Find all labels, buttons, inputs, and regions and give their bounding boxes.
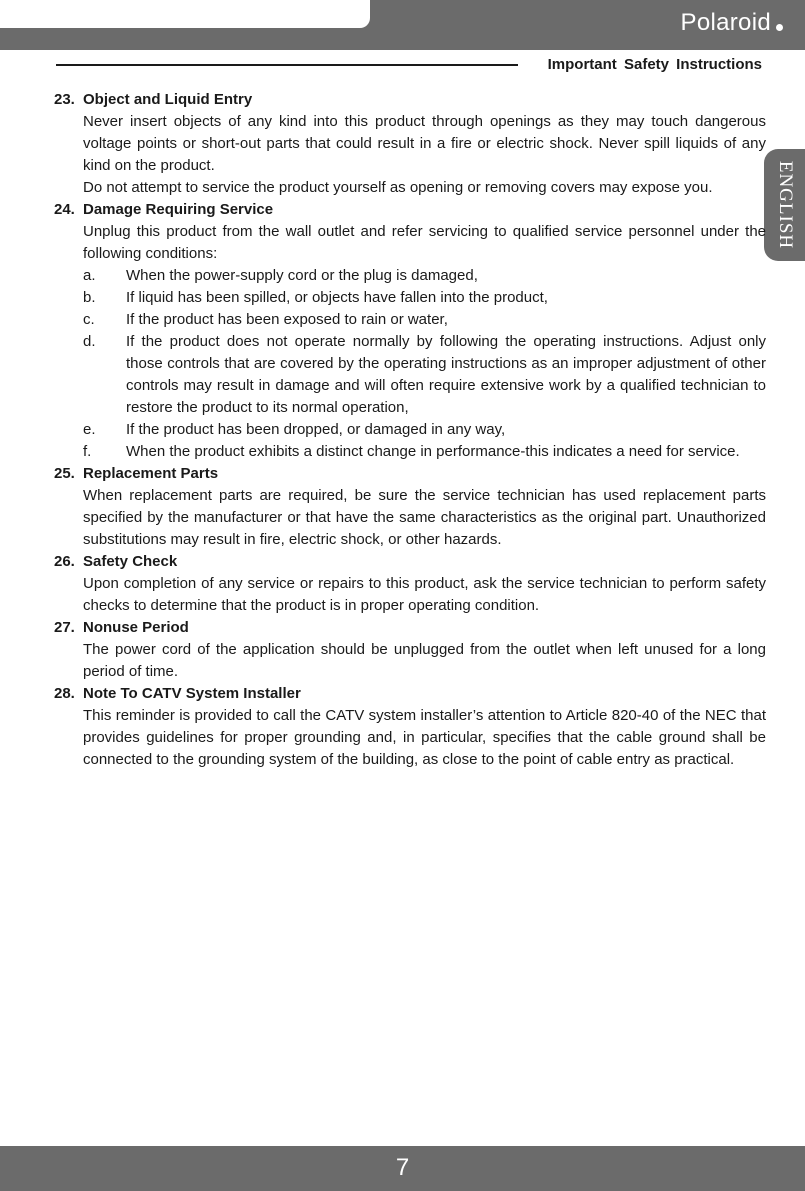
sub-item-text: If the product has been exposed to rain or water,	[126, 311, 448, 328]
language-tab-label: ENGLISH	[774, 160, 796, 250]
instruction-item-26	[54, 551, 766, 617]
sub-item-letter: e.	[83, 421, 96, 438]
instruction-item-24	[54, 199, 766, 463]
item-heading	[54, 551, 766, 573]
item-paragraph: Unplug this product from the wall outlet and refer servicing to qualified service personnel under the following conditions:	[83, 223, 766, 262]
item-heading	[54, 89, 766, 111]
sub-item-letter: b.	[83, 289, 96, 306]
sub-item-letter: d.	[83, 333, 96, 350]
item-heading	[54, 617, 766, 639]
item-heading	[54, 683, 766, 705]
item-paragraph: Do not attempt to service the product yourself as opening or removing covers may expose you.	[83, 179, 713, 196]
sub-item	[54, 441, 766, 463]
sub-item-letter: c.	[83, 311, 95, 328]
item-number: 27.	[54, 619, 75, 636]
sub-item-letter: f.	[83, 443, 92, 460]
sub-item-text: If liquid has been spilled, or objects have fallen into the product,	[126, 289, 548, 306]
instruction-item-23	[54, 89, 766, 199]
item-number: 26.	[54, 553, 75, 570]
item-number: 23.	[54, 91, 75, 108]
item-heading	[54, 199, 766, 221]
item-paragraph: Upon completion of any service or repairs to this product, ask the service technician to perform safety checks to determine that the product is in proper operating condition.	[83, 575, 766, 614]
sub-item	[54, 287, 766, 309]
sub-item-text: If the product does not operate normally by following the operating instructions. Adjust only those controls that are covered by the operating instructions as an improper adjustment of other controls may result in damage and will often require extensive work by a qualified technician to restore the product to its normal operation,	[126, 333, 766, 416]
instructions-list	[54, 89, 766, 771]
header-divider	[56, 64, 518, 66]
item-title: Nonuse Period	[83, 619, 189, 636]
item-title: Note To CATV System Installer	[83, 685, 301, 702]
sub-item-letter: a.	[83, 267, 96, 284]
sub-item	[54, 331, 766, 419]
item-number: 25.	[54, 465, 75, 482]
instruction-item-25	[54, 463, 766, 551]
item-paragraph: Never insert objects of any kind into this product through openings as they may touch dangerous voltage points or short-out parts that could result in a fire or electric shock. Never spill liquids of any kind on the product.	[83, 113, 766, 174]
sub-item-text: If the product has been dropped, or damaged in any way,	[126, 421, 506, 438]
page-number: 7	[395, 1154, 410, 1181]
item-title: Safety Check	[83, 553, 178, 570]
sub-item-text: When the product exhibits a distinct change in performance-this indicates a need for service.	[126, 443, 740, 460]
sub-item	[54, 309, 766, 331]
item-title: Damage Requiring Service	[83, 201, 274, 218]
item-number: 24.	[54, 201, 75, 218]
sub-item-text: When the power-supply cord or the plug is damaged,	[126, 267, 478, 284]
instruction-item-27	[54, 617, 766, 683]
top-banner	[0, 0, 805, 50]
sub-item	[54, 265, 766, 287]
item-title: Object and Liquid Entry	[83, 91, 253, 108]
item-title: Replacement Parts	[83, 465, 219, 482]
item-paragraph: When replacement parts are required, be sure the service technician has used replacement parts specified by the manufacturer or that have the same characteristics as the original part. Unauthorized substitutions may result in fire, electric shock, or other hazards.	[83, 487, 766, 548]
section-title: Important Safety Instructions	[547, 56, 762, 73]
item-heading	[54, 463, 766, 485]
brand-logo: Polaroid	[680, 9, 771, 36]
sub-item	[54, 419, 766, 441]
item-paragraph: This reminder is provided to call the CATV system installer’s attention to Article 820-40 of the NEC that provides guidelines for proper grounding and, in particular, specifies that the cable ground shall be connected to the grounding system of the building, as close to the point of cable entry as practical.	[83, 707, 766, 768]
language-tab	[764, 149, 805, 261]
instruction-item-28	[54, 683, 766, 771]
item-paragraph: The power cord of the application should be unplugged from the outlet when left unused for a long period of time.	[83, 641, 766, 680]
top-banner-notch	[0, 0, 370, 28]
item-number: 28.	[54, 685, 75, 702]
footer-bar	[0, 1146, 805, 1191]
brand-logo-dot	[776, 24, 783, 31]
